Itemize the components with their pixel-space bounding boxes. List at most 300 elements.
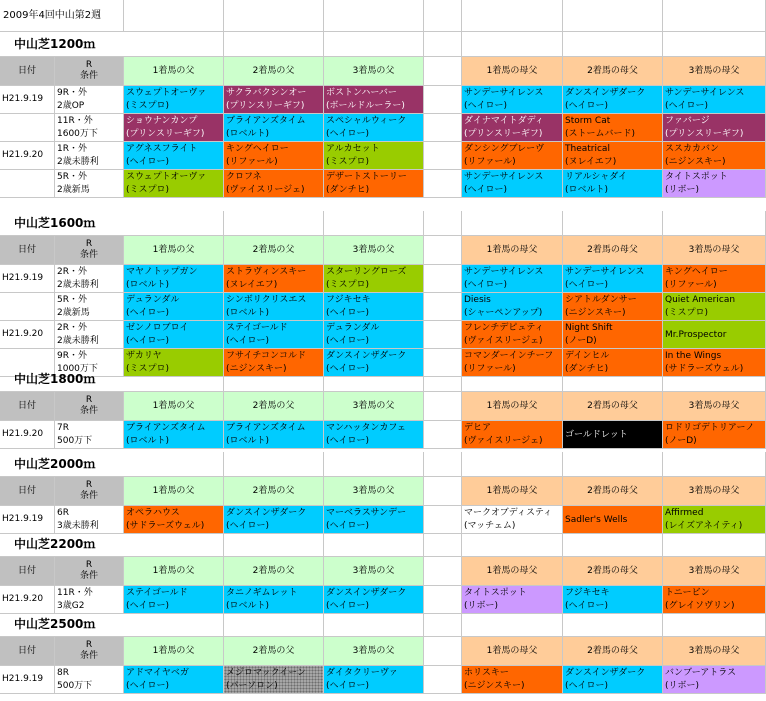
sire-header-1 (124, 392, 224, 421)
sire-cell-1[interactable] (124, 170, 224, 198)
sire-line: (ヘイロー) (326, 129, 370, 139)
sire-cell-1[interactable] (124, 293, 224, 321)
dam-sire-line: (リファール) (464, 157, 516, 167)
empty-cell[interactable] (424, 452, 462, 477)
sire-name: スウェプトオーヴァ (126, 172, 207, 182)
dam-sire-cell-2[interactable] (563, 586, 663, 614)
sire-name: アルカセット (326, 144, 380, 154)
race-class: 1000万下 (57, 364, 98, 374)
sire-header-2 (224, 57, 324, 86)
race-number: 5R・外 (57, 172, 87, 182)
race-number: 5R・外 (57, 295, 87, 305)
empty-cell[interactable] (663, 0, 766, 32)
empty-cell[interactable] (563, 211, 663, 236)
sire-name: キングヘイロー (226, 144, 289, 154)
race-header-cond: 条件 (79, 250, 98, 260)
sire-line: (ヘイロー) (326, 601, 370, 611)
empty-cell[interactable] (563, 452, 663, 477)
sire-cell-3[interactable] (324, 293, 424, 321)
empty-cell[interactable] (663, 32, 766, 57)
section-title-text: 中山芝2000ｍ (14, 456, 96, 471)
section-title (0, 452, 124, 477)
empty-cell[interactable] (563, 612, 663, 637)
empty-cell[interactable] (324, 612, 424, 637)
dam-sire-line: (プリンスリーギフ) (665, 129, 744, 139)
empty-cell[interactable] (224, 612, 324, 637)
race-class: 500万下 (57, 681, 93, 691)
empty-cell[interactable] (424, 0, 462, 32)
gap-cell[interactable] (424, 142, 462, 170)
dam-sire-cell-2[interactable] (563, 293, 663, 321)
sire-cell-2[interactable] (224, 666, 324, 694)
sire-cell-2[interactable] (224, 142, 324, 170)
race-number: 9R・外 (57, 351, 87, 361)
dam-sire-header-label: 2着馬の母父 (587, 485, 638, 496)
dam-sire-line: (リボー) (464, 601, 499, 611)
date-header (0, 57, 55, 86)
race-cell[interactable] (55, 265, 124, 293)
dam-sire-cell-2[interactable] (563, 114, 663, 142)
race-class: 3歳未勝利 (57, 521, 99, 531)
sire-header-label: 1着馬の父 (152, 65, 195, 76)
sire-cell-2[interactable] (224, 506, 324, 534)
date-cell[interactable] (0, 86, 55, 114)
sire-header-label: 1着馬の父 (152, 400, 195, 411)
gap-cell[interactable] (424, 421, 462, 449)
empty-cell[interactable] (462, 0, 563, 32)
sheet-title-text: 2009年4回中山第2週 (3, 10, 102, 21)
race-cell[interactable] (55, 114, 124, 142)
dam-sire-name: サンデーサイレンス (464, 172, 544, 182)
sire-header-label: 1着馬の父 (152, 244, 195, 255)
dam-sire-cell-1[interactable] (462, 142, 563, 170)
empty-cell[interactable] (324, 367, 424, 392)
dam-sire-name: Quiet American (665, 295, 736, 305)
dam-sire-header-2 (563, 236, 663, 265)
race-cell[interactable] (55, 321, 124, 349)
sire-name: ザカリヤ (126, 351, 162, 361)
empty-cell[interactable] (224, 32, 324, 57)
race-cell[interactable] (55, 142, 124, 170)
empty-cell[interactable] (224, 367, 324, 392)
empty-cell[interactable] (462, 532, 563, 557)
dam-sire-cell-1[interactable] (462, 293, 563, 321)
dam-sire-cell-3[interactable] (663, 666, 766, 694)
dam-sire-cell-2[interactable] (563, 321, 663, 349)
empty-cell[interactable] (663, 452, 766, 477)
sire-line: (ヘイロー) (226, 336, 270, 346)
empty-cell[interactable] (462, 367, 563, 392)
race-date: H21.9.20 (2, 329, 44, 339)
gap-cell[interactable] (424, 293, 462, 321)
dam-sire-header-2 (563, 57, 663, 86)
race-header (55, 236, 124, 265)
race-date: H21.9.19 (2, 94, 44, 104)
dam-sire-line: (プリンスリーギフ) (464, 129, 543, 139)
empty-cell[interactable] (224, 532, 324, 557)
sire-header-label: 2着馬の父 (252, 400, 295, 411)
empty-cell[interactable] (563, 0, 663, 32)
sire-header-3 (324, 392, 424, 421)
dam-sire-line: (リボー) (665, 681, 700, 691)
dam-sire-header-label: 2着馬の母父 (587, 400, 638, 411)
race-number: 2R・外 (57, 267, 87, 277)
sire-line: (ロベルト) (226, 129, 270, 139)
date-header-label: 日付 (17, 565, 36, 576)
gap-cell[interactable] (424, 86, 462, 114)
empty-cell[interactable] (324, 32, 424, 57)
sire-cell-2[interactable] (224, 321, 324, 349)
sire-line: (プリンスリーギフ) (226, 101, 305, 111)
sire-cell-2[interactable] (224, 421, 324, 449)
sire-header-label: 2着馬の父 (252, 565, 295, 576)
date-cell[interactable] (0, 142, 55, 170)
dam-sire-header-3 (663, 557, 766, 586)
sire-line: (リファール) (226, 157, 278, 167)
dam-sire-cell-3[interactable] (663, 170, 766, 198)
dam-sire-cell-1[interactable] (462, 586, 563, 614)
gap-cell[interactable] (424, 666, 462, 694)
sire-header-label: 3着馬の父 (352, 244, 395, 255)
sire-cell-2[interactable] (224, 293, 324, 321)
sire-cell-3[interactable] (324, 666, 424, 694)
empty-cell[interactable] (462, 452, 563, 477)
sire-cell-3[interactable] (324, 142, 424, 170)
dam-sire-name: Sadler's Wells (565, 514, 628, 525)
empty-cell[interactable] (424, 367, 462, 392)
race-header-r: R (85, 560, 93, 570)
empty-cell[interactable] (124, 452, 224, 477)
empty-cell[interactable] (462, 612, 563, 637)
sire-line: (プリンスリーギフ) (126, 129, 205, 139)
dam-sire-cell-2[interactable] (563, 421, 663, 449)
race-class: 500万下 (57, 436, 93, 446)
dam-sire-cell-3[interactable] (663, 293, 766, 321)
gap-cell[interactable] (424, 506, 462, 534)
dam-sire-header-label: 3着馬の母父 (688, 485, 740, 496)
sire-name: スターリングローズ (326, 267, 407, 277)
race-class: 2歳未勝利 (57, 336, 99, 346)
empty-cell[interactable] (424, 211, 462, 236)
dam-sire-cell-3[interactable] (663, 421, 766, 449)
race-header-cond: 条件 (79, 491, 98, 501)
race-cell[interactable] (55, 586, 124, 614)
dam-sire-cell-2[interactable] (563, 142, 663, 170)
dam-sire-cell-3[interactable] (663, 86, 766, 114)
race-class: 2歳未勝利 (57, 157, 99, 167)
empty-cell[interactable] (124, 211, 224, 236)
sire-cell-2[interactable] (224, 114, 324, 142)
dam-sire-line: (ヘイロー) (464, 101, 508, 111)
empty-cell[interactable] (663, 532, 766, 557)
race-cell[interactable] (55, 293, 124, 321)
dam-sire-line: (ヘイロー) (565, 681, 609, 691)
section-title (0, 211, 124, 236)
dam-sire-cell-2[interactable] (563, 170, 663, 198)
empty-cell[interactable] (462, 211, 563, 236)
dam-sire-name: キングヘイロー (665, 267, 728, 277)
sire-name: ブライアンズタイム (226, 423, 306, 433)
race-header-cond: 条件 (79, 71, 98, 81)
empty-cell[interactable] (124, 367, 224, 392)
dam-sire-line: (レイズアネイティ) (665, 521, 743, 531)
dam-sire-line: (ヘイロー) (665, 101, 709, 111)
dam-sire-name: デインヒル (565, 351, 610, 361)
empty-cell[interactable] (124, 532, 224, 557)
dam-sire-cell-3[interactable] (663, 321, 766, 349)
empty-cell[interactable] (124, 0, 224, 32)
dam-sire-header-1 (462, 57, 563, 86)
sire-cell-2[interactable] (224, 170, 324, 198)
empty-cell[interactable] (563, 367, 663, 392)
sire-name: ストラヴィンスキー (226, 267, 307, 277)
empty-cell[interactable] (663, 367, 766, 392)
gap-cell[interactable] (424, 392, 462, 421)
date-cell[interactable] (0, 506, 55, 534)
sire-name: クロフネ (226, 172, 262, 182)
sire-header-label: 3着馬の父 (352, 400, 395, 411)
sire-header-label: 1着馬の父 (152, 565, 195, 576)
sire-line: (ミスプロ) (126, 101, 170, 111)
gap-cell[interactable] (424, 265, 462, 293)
sire-line: (ヘイロー) (326, 336, 370, 346)
dam-sire-line: (ニジンスキー) (665, 157, 726, 167)
sire-cell-1[interactable] (124, 142, 224, 170)
empty-cell[interactable] (224, 0, 324, 32)
sire-cell-3[interactable] (324, 586, 424, 614)
dam-sire-name: ススカカバン (665, 144, 720, 154)
date-cell[interactable] (0, 666, 55, 694)
sire-name: ゼンノロブロイ (126, 323, 189, 333)
dam-sire-name: ロドリゴデトリアーノ (665, 423, 755, 433)
dam-sire-cell-3[interactable] (663, 265, 766, 293)
empty-cell[interactable] (424, 612, 462, 637)
dam-sire-cell-1[interactable] (462, 666, 563, 694)
dam-sire-header-3 (663, 392, 766, 421)
dam-sire-cell-1[interactable] (462, 86, 563, 114)
dam-sire-header-1 (462, 392, 563, 421)
sire-cell-3[interactable] (324, 265, 424, 293)
section-title-text: 中山芝2500ｍ (14, 616, 96, 631)
dam-sire-header-2 (563, 477, 663, 506)
sire-cell-1[interactable] (124, 586, 224, 614)
dam-sire-line: (リファール) (665, 280, 717, 290)
dam-sire-header-label: 2着馬の母父 (587, 645, 638, 656)
empty-cell[interactable] (424, 532, 462, 557)
sire-cell-2[interactable] (224, 265, 324, 293)
sire-name: ステイゴールド (226, 323, 288, 333)
dam-sire-header-label: 2着馬の母父 (587, 65, 638, 76)
sire-cell-2[interactable] (224, 586, 324, 614)
dam-sire-name: サンデーサイレンス (464, 267, 544, 277)
sire-header-2 (224, 392, 324, 421)
sire-cell-3[interactable] (324, 86, 424, 114)
date-cell[interactable] (0, 321, 55, 349)
dam-sire-cell-3[interactable] (663, 142, 766, 170)
race-cell[interactable] (55, 86, 124, 114)
dam-sire-cell-3[interactable] (663, 114, 766, 142)
sire-cell-2[interactable] (224, 86, 324, 114)
empty-cell[interactable] (224, 452, 324, 477)
gap-cell[interactable] (424, 557, 462, 586)
sire-name: ブライアンズタイム (126, 423, 206, 433)
date-header-label: 日付 (17, 400, 36, 411)
date-header (0, 477, 55, 506)
race-class: 2歳未勝利 (57, 280, 99, 290)
dam-sire-header-3 (663, 637, 766, 666)
sire-header-3 (324, 236, 424, 265)
dam-sire-cell-1[interactable] (462, 506, 563, 534)
race-header (55, 637, 124, 666)
dam-sire-line: (ニジンスキー) (565, 308, 626, 318)
sire-header-label: 1着馬の父 (152, 485, 195, 496)
race-number: 2R・外 (57, 323, 87, 333)
race-header-cond: 条件 (79, 651, 98, 661)
gap-cell[interactable] (424, 57, 462, 86)
race-cell[interactable] (55, 506, 124, 534)
dam-sire-name: ファバージ (665, 116, 710, 126)
dam-sire-line: (ロベルト) (565, 185, 609, 195)
gap-cell[interactable] (424, 321, 462, 349)
gap-cell[interactable] (424, 586, 462, 614)
dam-sire-header-label: 1着馬の母父 (486, 244, 538, 255)
dam-sire-line: (ストームバード) (565, 129, 636, 139)
sire-cell-1[interactable] (124, 506, 224, 534)
race-cell[interactable] (55, 170, 124, 198)
dam-sire-header-3 (663, 236, 766, 265)
empty-cell[interactable] (424, 32, 462, 57)
dam-sire-name: マークオブディスティ (464, 508, 553, 518)
dam-sire-name: サンデーサイレンス (665, 88, 745, 98)
dam-sire-cell-1[interactable] (462, 265, 563, 293)
dam-sire-header-1 (462, 477, 563, 506)
date-cell[interactable] (0, 293, 55, 321)
sire-line: (ダンチヒ) (326, 185, 370, 195)
sire-name: フジキセキ (326, 295, 371, 305)
empty-cell[interactable] (224, 211, 324, 236)
dam-sire-cell-1[interactable] (462, 321, 563, 349)
sire-header-2 (224, 637, 324, 666)
sire-cell-3[interactable] (324, 114, 424, 142)
sire-header-label: 2着馬の父 (252, 244, 295, 255)
sire-cell-1[interactable] (124, 114, 224, 142)
date-cell[interactable] (0, 170, 55, 198)
sire-line: (ミスプロ) (126, 185, 170, 195)
empty-cell[interactable] (124, 612, 224, 637)
race-cell[interactable] (55, 666, 124, 694)
dam-sire-header-2 (563, 557, 663, 586)
race-class: 2歳新馬 (57, 185, 90, 195)
race-date: H21.9.20 (2, 429, 44, 439)
sire-cell-1[interactable] (124, 321, 224, 349)
empty-cell[interactable] (324, 452, 424, 477)
dam-sire-header-label: 1着馬の母父 (486, 400, 538, 411)
sire-name: ステイゴールド (126, 588, 188, 598)
empty-cell[interactable] (462, 32, 563, 57)
dam-sire-cell-3[interactable] (663, 586, 766, 614)
gap-cell[interactable] (424, 637, 462, 666)
dam-sire-line: (ヘイロー) (464, 185, 508, 195)
dam-sire-cell-2[interactable] (563, 666, 663, 694)
empty-cell[interactable] (324, 0, 424, 32)
empty-cell[interactable] (324, 211, 424, 236)
dam-sire-header-label: 3着馬の母父 (688, 244, 740, 255)
sire-cell-3[interactable] (324, 421, 424, 449)
gap-cell[interactable] (424, 477, 462, 506)
empty-cell[interactable] (324, 532, 424, 557)
sire-line: (ヌレイエフ) (226, 280, 278, 290)
sire-header-2 (224, 557, 324, 586)
dam-sire-cell-1[interactable] (462, 421, 563, 449)
gap-cell[interactable] (424, 114, 462, 142)
sire-line: (ロベルト) (126, 436, 170, 446)
dam-sire-cell-2[interactable] (563, 265, 663, 293)
empty-cell[interactable] (663, 612, 766, 637)
sire-header-label: 2着馬の父 (252, 65, 295, 76)
dam-sire-header-label: 3着馬の母父 (688, 400, 740, 411)
dam-sire-cell-3[interactable] (663, 506, 766, 534)
sire-name: ダンスインザダーク (226, 508, 307, 518)
dam-sire-header-1 (462, 557, 563, 586)
empty-cell[interactable] (124, 32, 224, 57)
empty-cell[interactable] (563, 532, 663, 557)
dam-sire-line: (リファール) (464, 364, 516, 374)
race-cell[interactable] (55, 421, 124, 449)
sire-name: マーベラスサンデー (326, 508, 407, 518)
sire-cell-1[interactable] (124, 265, 224, 293)
sire-name: タニノギムレット (226, 588, 298, 598)
sire-cell-1[interactable] (124, 666, 224, 694)
empty-cell[interactable] (563, 32, 663, 57)
section-title (0, 532, 124, 557)
sire-header-1 (124, 477, 224, 506)
gap-cell[interactable] (424, 170, 462, 198)
sire-line: (ヘイロー) (326, 436, 370, 446)
sheet-title (0, 0, 124, 32)
dam-sire-cell-1[interactable] (462, 170, 563, 198)
dam-sire-cell-1[interactable] (462, 114, 563, 142)
dam-sire-cell-2[interactable] (563, 86, 663, 114)
sire-name: フサイチコンコルド (226, 351, 307, 361)
sire-cell-3[interactable] (324, 170, 424, 198)
sire-cell-1[interactable] (124, 421, 224, 449)
empty-cell[interactable] (663, 211, 766, 236)
dam-sire-name: Storm Cat (565, 116, 611, 126)
dam-sire-header-3 (663, 57, 766, 86)
sire-cell-3[interactable] (324, 506, 424, 534)
date-cell[interactable] (0, 114, 55, 142)
dam-sire-name: ダイナマイトダディ (464, 116, 544, 126)
sire-line: (ヘイロー) (326, 364, 370, 374)
dam-sire-cell-2[interactable] (563, 506, 663, 534)
sire-header-label: 3着馬の父 (352, 565, 395, 576)
date-cell[interactable] (0, 265, 55, 293)
sire-cell-3[interactable] (324, 321, 424, 349)
gap-cell[interactable] (424, 236, 462, 265)
sire-line: (ヘイロー) (126, 681, 170, 691)
race-header-r: R (85, 60, 93, 70)
sire-name: スウェプトオーヴァ (126, 88, 207, 98)
sire-line: (ヴァイスリージェ) (226, 185, 305, 195)
race-header-cond: 条件 (79, 406, 98, 416)
date-header-label: 日付 (17, 65, 36, 76)
dam-sire-line: (ヘイロー) (565, 601, 609, 611)
race-date: H21.9.19 (2, 674, 44, 684)
sire-cell-1[interactable] (124, 86, 224, 114)
date-cell[interactable] (0, 586, 55, 614)
date-cell[interactable] (0, 421, 55, 449)
dam-sire-line: (マッチェム) (464, 521, 516, 531)
